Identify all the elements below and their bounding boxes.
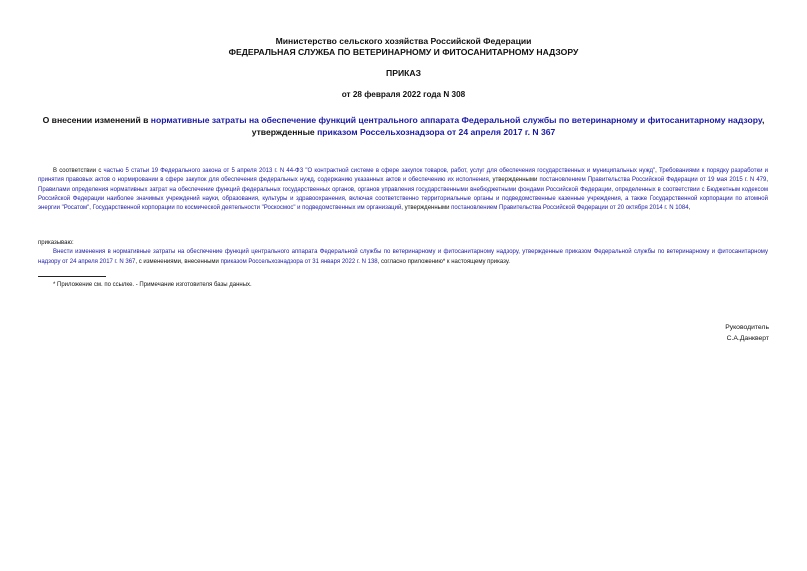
service-heading: ФЕДЕРАЛЬНАЯ СЛУЖБА ПО ВЕТЕРИНАРНОМУ И ФИТОСАНИТАРНОМУ НАДЗОРУ: [228, 47, 579, 57]
title-link-norms[interactable]: нормативные затраты на обеспечение функций центрального аппарата Федеральной службы по ветеринарному и фитосанитарному надзору: [150, 115, 762, 125]
footnote-divider: [38, 276, 106, 277]
preamble-paragraph: [38, 167, 768, 213]
order-section: [38, 239, 768, 267]
order-paragraph: [38, 248, 768, 267]
signature-block: [725, 323, 769, 344]
footnote: * Приложение см. по ссылке. - Примечание изготовителя базы данных.: [53, 282, 252, 288]
preamble-text-3: , утвержденными: [488, 177, 540, 184]
order-link-order-138[interactable]: приказом Россельхознадзора от 31 января 2022 г. N 138: [220, 258, 378, 265]
title-text-2: , утвержденные: [251, 115, 765, 137]
preamble: [38, 167, 768, 213]
preamble-text-1: В соответствии с: [53, 168, 104, 174]
preamble-link-requirements[interactable]: Требованиями к порядку разработки и принятия правовых актов о нормировании в сфере закупок для обеспечения федеральных нужд, содержанию указанных актов и обеспечению их исполнения: [38, 168, 769, 184]
signature-name: С.А.Данкверт: [726, 334, 769, 342]
preamble-link-decree-479[interactable]: постановлением Правительства Российской Федерации от 19 мая 2015 г. N 479: [539, 177, 767, 184]
order-link-amend-norms[interactable]: Внести изменения в нормативные затраты на обеспечение функций центрального аппарата Федеральной службы по ветеринарному и фитосанитарному надзору, утвержденные приказом Федеральной службы по ветеринарному и фитосанитарному надзору от 24 апреля 2017 г. N 367: [38, 249, 768, 265]
order-text-1: , с изменениями, внесенными: [135, 258, 221, 265]
preamble-link-rules[interactable]: Правилами определения нормативных затрат на обеспечение функций федеральных государственных органов, органов управления государственными внебюджетными фондами Российской Федерации, определенных в соответствии с Бюджетным кодексом Российской Федерации наиболее значимых учреждений науки, образования, культуры и здравоохранения, включая соответственно территориальные органы и подведомственные казенные учреждения, а также Государственной корпорации по атомной энергии "Росатом", Государственной корпорации по космической деятельности "Роскосмос" и подведомственных им организаций: [38, 186, 768, 212]
date-number-heading: от 28 февраля 2022 года N 308: [341, 90, 466, 99]
preamble-text-6: ,: [688, 205, 691, 212]
ministry-heading: Министерство сельского хозяйства Российской Федерации: [275, 36, 532, 46]
preamble-link-44fz[interactable]: частью 5 статьи 19 Федерального закона от 5 апреля 2013 г. N 44-ФЗ "О контрактной системе в сфере закупок товаров, работ, услуг для обеспечения государственных и муниципальных нужд": [103, 168, 656, 174]
preamble-text-2: ,: [655, 168, 660, 174]
order-text-2: , согласно приложению* к настоящему приказу.: [377, 258, 510, 265]
doc-type-heading: ПРИКАЗ: [386, 68, 421, 78]
prikazyvayu-label: приказываю:: [38, 240, 74, 246]
document-title: [40, 115, 767, 138]
preamble-link-decree-1084[interactable]: постановлением Правительства Российской Федерации от 20 октября 2014 г. N 1084: [451, 205, 689, 212]
title-link-order-367[interactable]: приказом Россельхознадзора от 24 апреля 2017 г. N 367: [317, 126, 556, 137]
preamble-text-5: , утвержденными: [401, 205, 452, 212]
preamble-text-4: ,: [766, 177, 769, 184]
title-text-1: О внесении изменений в: [42, 115, 151, 125]
signature-position: Руководитель: [725, 324, 769, 331]
